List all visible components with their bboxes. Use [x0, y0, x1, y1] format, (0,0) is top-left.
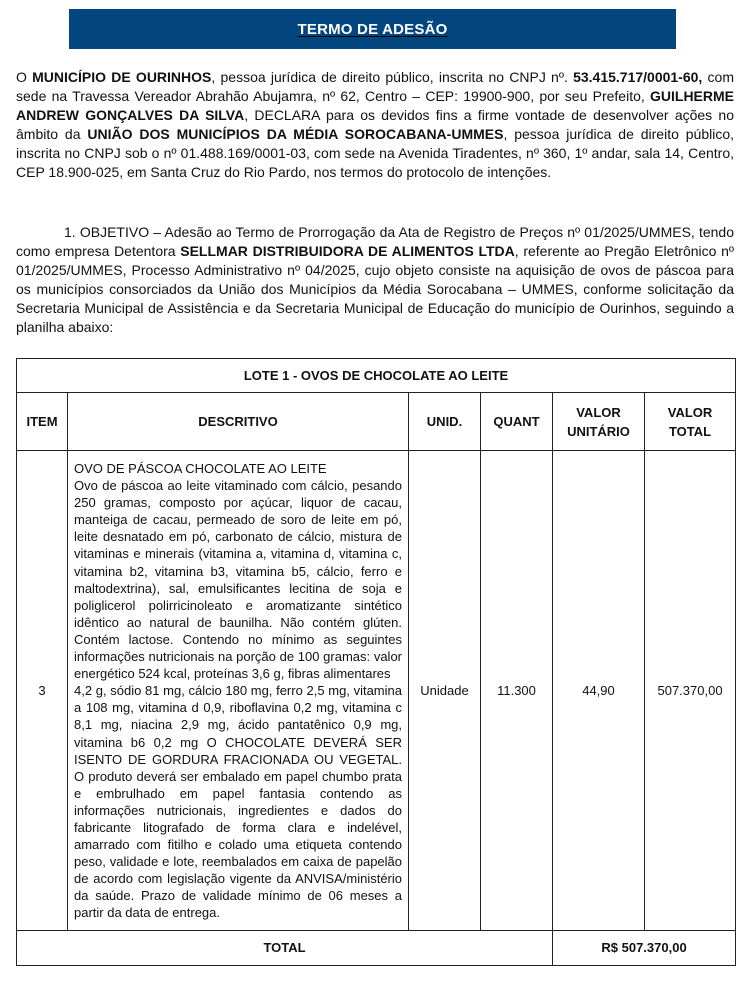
- col-header-unid: UNID.: [409, 393, 481, 451]
- product-description-part2: 4,2 g, sódio 81 mg, cálcio 180 mg, ferro 2,5 mg, vitamina a 108 mg, vitamina d 0,9, riboflavina 0,2 mg, vitamina c 8,1 mg, niacina 2,9 mg, ácido pantatênico 0,9 mg, vitamina b6 0,2 mg O CHOCOLATE DEVERÁ SER ISENTO DE GORDURA FRACIONADA OU VEGETAL. O produto deverá ser embalado em papel chumbo prata e embrulhado em papel fantasia contendo as informações nutricionais, ingredientes e dados do fabricante litografado de forma clara e indelével, amarrado com fitilho e colado uma etiqueta contendo peso, validade e lote, reembalados em caixa de papelão de acordo com legislação vigente da ANVISA/ministério da saúde. Prazo de validade mínimo de 06 meses a partir da data de entrega.: [74, 683, 402, 921]
- cell-item: 3: [17, 451, 68, 931]
- total-row: [17, 930, 736, 965]
- union-name: UNIÃO DOS MUNICÍPIOS DA MÉDIA SOROCABANA-UMMES: [87, 126, 504, 142]
- cell-quant: 11.300: [481, 451, 553, 931]
- cell-valor-unitario: 44,90: [553, 451, 645, 931]
- table-header-row: [17, 393, 736, 451]
- intro-paragraph: O MUNICÍPIO DE OURINHOS, pessoa jurídica de direito público, inscrita no CNPJ nº. 53.415.717/0001-60, com sede na Travessa Vereador Abrahão Abujamra, nº 62, Centro – CEP: 19900-900, por seu Prefeito, GUILHERME ANDREW GONÇALVES DA SILVA, DECLARA para os devidos fins a firme vontade de desenvolver ações no âmbito da UNIÃO DOS MUNICÍPIOS DA MÉDIA SOROCABANA-UMMES, pessoa jurídica de direito público, inscrita no CNPJ sob o nº 01.488.169/0001-03, com sede na Avenida Tiradentes, nº 360, 1º andar, sala 14, Centro, CEP 18.900-025, em Santa Cruz do Rio Pardo, nos termos do protocolo de intenções.: [16, 69, 735, 180]
- municipality-name: MUNICÍPIO DE OURINHOS: [32, 69, 212, 85]
- objective-paragraph: 1. OBJETIVO – Adesão ao Termo de Prorrogação da Ata de Registro de Preços nº 01/2025/UMMES, tendo como empresa Detentora SELLMAR DISTRIBUIDORA DE ALIMENTOS LTDA, referente ao Pregão Eletrônico nº 01/2025/UMMES, Processo Administrativo nº 04/2025, cujo objeto consiste na aquisição de ovos de páscoa para os municípios consorciados da União dos Municípios da Média Sorocabana – UMMES, conforme solicitação da Secretaria Municipal de Assistência e da Secretaria Municipal de Educação do município de Ourinhos, seguindo a planilha abaixo:: [16, 224, 734, 335]
- supplier-name: SELLMAR DISTRIBUIDORA DE ALIMENTOS LTDA: [180, 243, 515, 259]
- col-header-valor-unitario: VALOR UNITÁRIO: [553, 393, 645, 451]
- document-title: TERMO DE ADESÃO: [297, 20, 448, 38]
- col-header-quant: QUANT: [481, 393, 553, 451]
- lote-title: LOTE 1 - OVOS DE CHOCOLATE AO LEITE: [17, 359, 736, 393]
- col-header-valor-total: VALOR TOTAL: [645, 393, 736, 451]
- product-title: OVO DE PÁSCOA CHOCOLATE AO LEITE: [74, 461, 327, 476]
- cnpj-number: 53.415.717/0001-60,: [573, 69, 703, 85]
- lote-table: [16, 358, 736, 966]
- total-value: R$ 507.370,00: [553, 930, 736, 965]
- total-label: TOTAL: [17, 930, 553, 965]
- product-description-part1: Ovo de páscoa ao leite vitaminado com cálcio, pesando 250 gramas, composto por açúcar, liquor de cacau, manteiga de cacau, permeado de soro de leite em pó, leite desnatado em pó, carbonato de cálcio, mistura de vitaminas e minerais (vitamina a, vitamina d, vitamina c, vitamina b2, vitamina b3, vitamina b5, cálcio, ferro e maltodextrina), sal, emulsificantes lecitina de soja e poliglicerol polirricinoleato e aromatizante sintético idêntico ao natural de baunilha. Não contém glúten. Contém lactose. Contendo no mínimo as seguintes informações nutricionais na porção de 100 gramas: valor energético 524 kcal, proteínas 3,6 g, fibras alimentares: [74, 478, 402, 682]
- cell-descritivo: [68, 451, 409, 931]
- document-title-bar: [69, 9, 676, 49]
- col-header-descritivo: DESCRITIVO: [68, 393, 409, 451]
- mayor-name: GUILHERME ANDREW GONÇALVES DA SILVA: [16, 88, 734, 123]
- cell-valor-total: 507.370,00: [645, 451, 736, 931]
- col-header-item: ITEM: [17, 393, 68, 451]
- cell-unid: Unidade: [409, 451, 481, 931]
- table-row: [17, 451, 736, 931]
